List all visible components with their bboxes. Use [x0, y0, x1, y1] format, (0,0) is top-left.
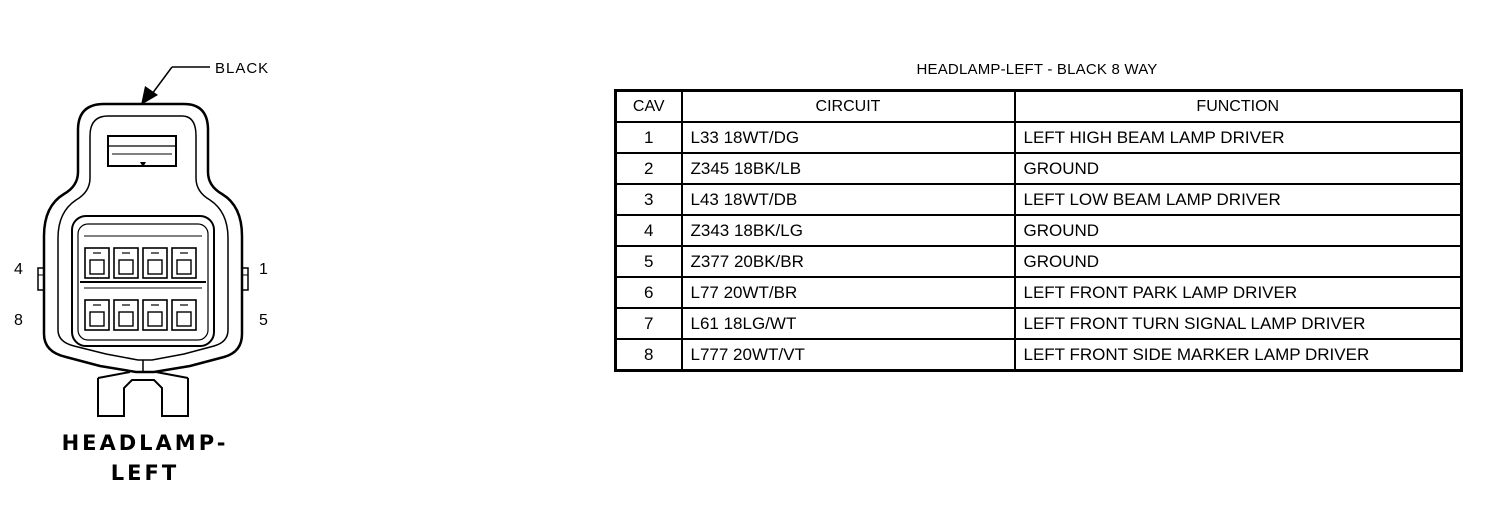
circuit-cell: L61 18LG/WT	[682, 308, 1015, 339]
circuit-cell: L77 20WT/BR	[682, 277, 1015, 308]
terminal-cavity-top-3	[143, 248, 167, 278]
cav-cell: 8	[616, 339, 682, 371]
table-row	[616, 153, 1462, 184]
pin-label-5: 5	[259, 312, 268, 329]
cav-cell: 2	[616, 153, 682, 184]
terminal-cavity-bottom-1	[85, 300, 109, 330]
terminal-cavity-bottom-2	[114, 300, 138, 330]
function-cell: LEFT FRONT PARK LAMP DRIVER	[1015, 277, 1462, 308]
function-cell: LEFT FRONT SIDE MARKER LAMP DRIVER	[1015, 339, 1462, 371]
connector-title-line2: LEFT	[110, 461, 180, 485]
circuit-cell: Z345 18BK/LB	[682, 153, 1015, 184]
function-cell: LEFT FRONT TURN SIGNAL LAMP DRIVER	[1015, 308, 1462, 339]
terminal-cavity-top-2	[114, 248, 138, 278]
circuit-cell: L777 20WT/VT	[682, 339, 1015, 371]
header-cav: CAV	[616, 91, 682, 123]
pin-label-1: 1	[259, 261, 268, 278]
pin-face	[72, 216, 214, 346]
table-row	[616, 184, 1462, 215]
cav-cell: 6	[616, 277, 682, 308]
cav-cell: 4	[616, 215, 682, 246]
table-row	[616, 215, 1462, 246]
housing-outer-outline	[44, 104, 242, 372]
pin-label-4: 4	[14, 261, 23, 278]
circuit-cell: L43 18WT/DB	[682, 184, 1015, 215]
function-cell: LEFT LOW BEAM LAMP DRIVER	[1015, 184, 1462, 215]
function-cell: GROUND	[1015, 153, 1462, 184]
cav-cell: 1	[616, 122, 682, 153]
table-row	[616, 277, 1462, 308]
terminal-cavity-top-4	[172, 248, 196, 278]
cav-cell: 5	[616, 246, 682, 277]
color-label: BLACK	[215, 60, 270, 77]
connector-housing	[38, 104, 248, 372]
color-callout	[141, 60, 269, 105]
function-cell: GROUND	[1015, 215, 1462, 246]
circuit-cell: Z343 18BK/LG	[682, 215, 1015, 246]
terminal-cavity-bottom-4	[172, 300, 196, 330]
circuit-cell: L33 18WT/DG	[682, 122, 1015, 153]
connector-diagram	[0, 0, 600, 514]
function-cell: LEFT HIGH BEAM LAMP DRIVER	[1015, 122, 1462, 153]
header-function: FUNCTION	[1015, 91, 1462, 123]
header-circuit: CIRCUIT	[682, 91, 1015, 123]
cav-cell: 7	[616, 308, 682, 339]
pinout-table	[614, 89, 1463, 372]
table-header-row	[616, 91, 1462, 123]
terminal-cavity-top-1	[85, 248, 109, 278]
cav-cell: 3	[616, 184, 682, 215]
cavity-group	[85, 248, 196, 330]
table-title: HEADLAMP-LEFT - BLACK 8 WAY	[916, 61, 1158, 78]
table-row	[616, 308, 1462, 339]
table-row	[616, 246, 1462, 277]
table-row	[616, 122, 1462, 153]
connector-title-line1: HEADLAMP-	[61, 431, 229, 455]
table-row	[616, 339, 1462, 371]
terminal-cavity-bottom-3	[143, 300, 167, 330]
function-cell: GROUND	[1015, 246, 1462, 277]
table-body	[616, 122, 1462, 371]
circuit-cell: Z377 20BK/BR	[682, 246, 1015, 277]
latch-block	[108, 136, 176, 167]
pin-label-8: 8	[14, 312, 23, 329]
